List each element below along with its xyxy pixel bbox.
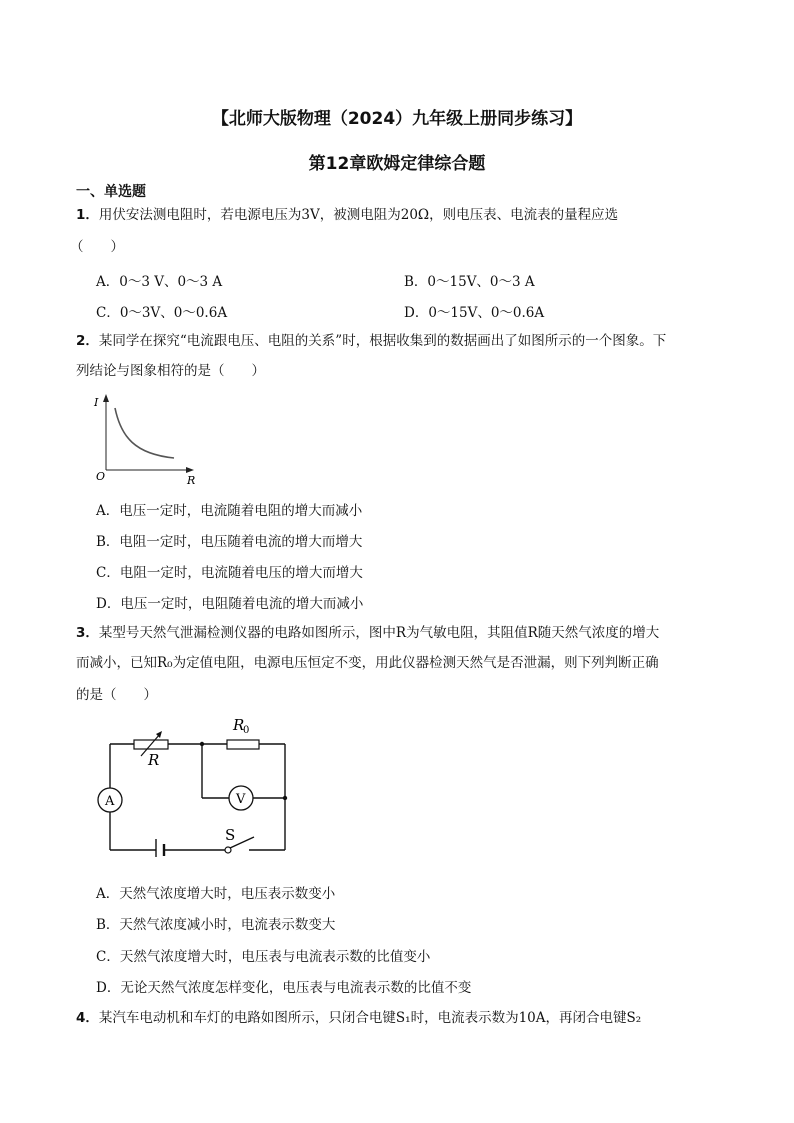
voltmeter-label: V — [236, 792, 246, 807]
resistor-r0-subscript: 0 — [243, 725, 250, 736]
ammeter-label: A — [105, 794, 115, 809]
graph-origin-label: O — [96, 470, 106, 483]
question-3-line3: 的是（ ） — [76, 687, 157, 703]
q2-option-c: C．电阻一定时，电流随着电压的增大而增大 — [96, 565, 363, 581]
graph-x-label: R — [187, 474, 196, 487]
question-text: 某型号天然气泄漏检测仪器的电路如图所示，图中R为气敏电阻，其阻值R随天然气浓度的增大 — [98, 625, 660, 641]
q1-option-d: D．0～15V、0～0.6A — [404, 305, 545, 321]
q2-option-b: B．电阻一定时，电压随着电流的增大而增大 — [96, 534, 363, 550]
question-2 — [76, 326, 726, 356]
q3-option-a: A．天然气浓度增大时，电压表示数变小 — [96, 886, 336, 902]
q2-option-d: D．电压一定时，电阻随着电流的增大而减小 — [96, 596, 364, 612]
question-text: 用伏安法测电阻时，若电源电压为3V，被测电阻为20Ω，则电压表、电流表的量程应选 — [98, 207, 619, 223]
resistor-r0-label: R — [233, 716, 245, 734]
question-number: 4． — [76, 1010, 99, 1026]
question-1 — [76, 200, 726, 230]
question-text: 某汽车电动机和车灯的电路如图所示，只闭合电键S₁时，电流表示数为10A，再闭合电键S₂ — [98, 1010, 642, 1026]
q1-option-a: A．0～3 V、0～3 A — [96, 274, 223, 290]
question-number: 3． — [76, 625, 99, 641]
ir-graph — [90, 392, 210, 487]
document-title: 【北师大版物理（2024）九年级上册同步练习】 — [211, 109, 583, 129]
q1-option-b: B．0～15V、0～3 A — [404, 274, 535, 290]
question-number: 1． — [76, 207, 99, 223]
resistor-r-label: R — [148, 751, 160, 769]
question-3 — [76, 618, 726, 648]
q2-option-a: A．电压一定时，电流随着电阻的增大而减小 — [96, 503, 363, 519]
circuit-diagram — [94, 712, 294, 857]
question-number: 2． — [76, 333, 99, 349]
question-1-line2: （ ） — [70, 239, 124, 255]
question-2-line2: 列结论与图象相符的是（ ） — [76, 363, 265, 379]
q3-option-d: D．无论天然气浓度怎样变化，电压表与电流表示数的比值不变 — [96, 980, 472, 996]
q1-option-c: C．0～3V、0～0.6A — [96, 305, 228, 321]
q3-option-b: B．天然气浓度减小时，电流表示数变大 — [96, 917, 336, 933]
chapter-title: 第12章欧姆定律综合题 — [308, 154, 486, 174]
question-text: 某同学在探究“电流跟电压、电阻的关系”时，根据收集到的数据画出了如图所示的一个图象。下 — [98, 333, 667, 349]
graph-y-label: I — [94, 396, 99, 409]
switch-label: S — [225, 826, 236, 844]
question-4 — [76, 1003, 756, 1033]
q3-option-c: C．天然气浓度增大时，电压表与电流表示数的比值变小 — [96, 949, 431, 965]
section-heading: 一、单选题 — [76, 184, 146, 200]
question-3-line2: 而减小，已知R₀为定值电阻，电源电压恒定不变，用此仪器检测天然气是否泄漏，则下列判断正确 — [76, 655, 659, 671]
